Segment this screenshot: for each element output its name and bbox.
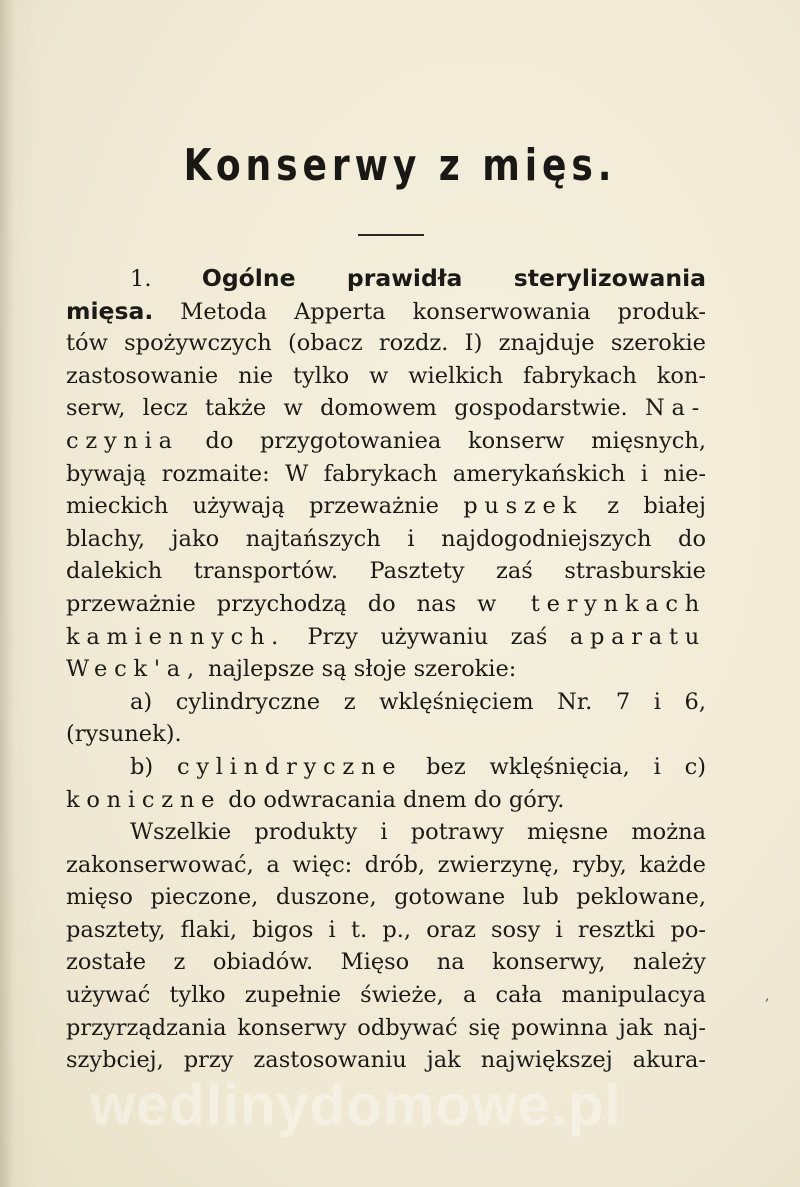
text-line: pasztety, flaki, bigos i t. p., oraz sosy i resztki po-	[66, 916, 706, 943]
text-line: zakonserwować, a więc: drób, zwierzynę, ryby, każde	[66, 851, 706, 878]
watermark: wedlinydomowe.pl	[90, 1073, 622, 1138]
page-title: Konserwy z mięs.	[183, 140, 617, 191]
section-heading-cont: mięsa.	[66, 296, 154, 325]
text-line: serw, lecz także w domowem gospodarstwie. Na-	[66, 395, 706, 422]
margin-mark: ,	[765, 988, 770, 1004]
text-line: kamiennych. Przy używaniu zaś aparatu	[66, 623, 706, 650]
text-line: szybciej, przy zastosowaniu jak największej akura-	[66, 1047, 706, 1074]
text-line: mieckich używają przeważnie puszek z białej	[66, 493, 706, 520]
text-line: zastosowanie nie tylko w wielkich fabrykach kon-	[66, 362, 706, 389]
text-line: zostałe z obiadów. Mięso na konserwy, należy	[66, 949, 706, 976]
section-heading: Ogólne prawidła sterylizowania	[201, 264, 706, 292]
text-line: używać tylko zupełnie świeże, a cała manipulacya	[66, 982, 706, 1009]
text-line: mięso pieczone, duszone, gotowane lub peklowane,	[66, 884, 706, 911]
text-line: Wszelkie produkty i potrawy mięsne można	[130, 819, 706, 846]
section-number: 1.	[130, 266, 152, 292]
text-line: przeważnie przychodzą do nas w terynkach	[66, 590, 706, 617]
body-text	[66, 262, 706, 1077]
text-line: bywają rozmaite: W fabrykach amerykańskich i nie-	[66, 460, 706, 487]
text-line: tów spożywczych (obacz rozdz. I) znajduje szerokie	[66, 330, 706, 357]
text-line: mięsa. Metoda Apperta konserwowania produk-	[66, 296, 706, 325]
text-line: b) cylindryczne bez wklęśnięcia, i c)	[130, 753, 706, 780]
text-line: blachy, jako najtańszych i najdogodniejszych do	[66, 525, 706, 552]
text-line: (rysunek).	[66, 721, 182, 748]
text-line: czynia do przygotowaniea konserw mięsnych,	[66, 427, 706, 454]
text-line: konicznе do odwracania dnem do góry.	[66, 786, 565, 813]
text-line: dalekich transportów. Pasztety zaś strasburskie	[66, 558, 706, 585]
title-divider	[358, 234, 424, 236]
text-line: przyrządzania konserwy odbywać się powinna jak naj-	[66, 1014, 706, 1041]
text-line	[66, 262, 706, 295]
text-line: a) cylindryczne z wklęśnięciem Nr. 7 i 6,	[130, 688, 706, 715]
text-line: Weck'a, najlepsze są słoje szerokie:	[66, 656, 517, 683]
